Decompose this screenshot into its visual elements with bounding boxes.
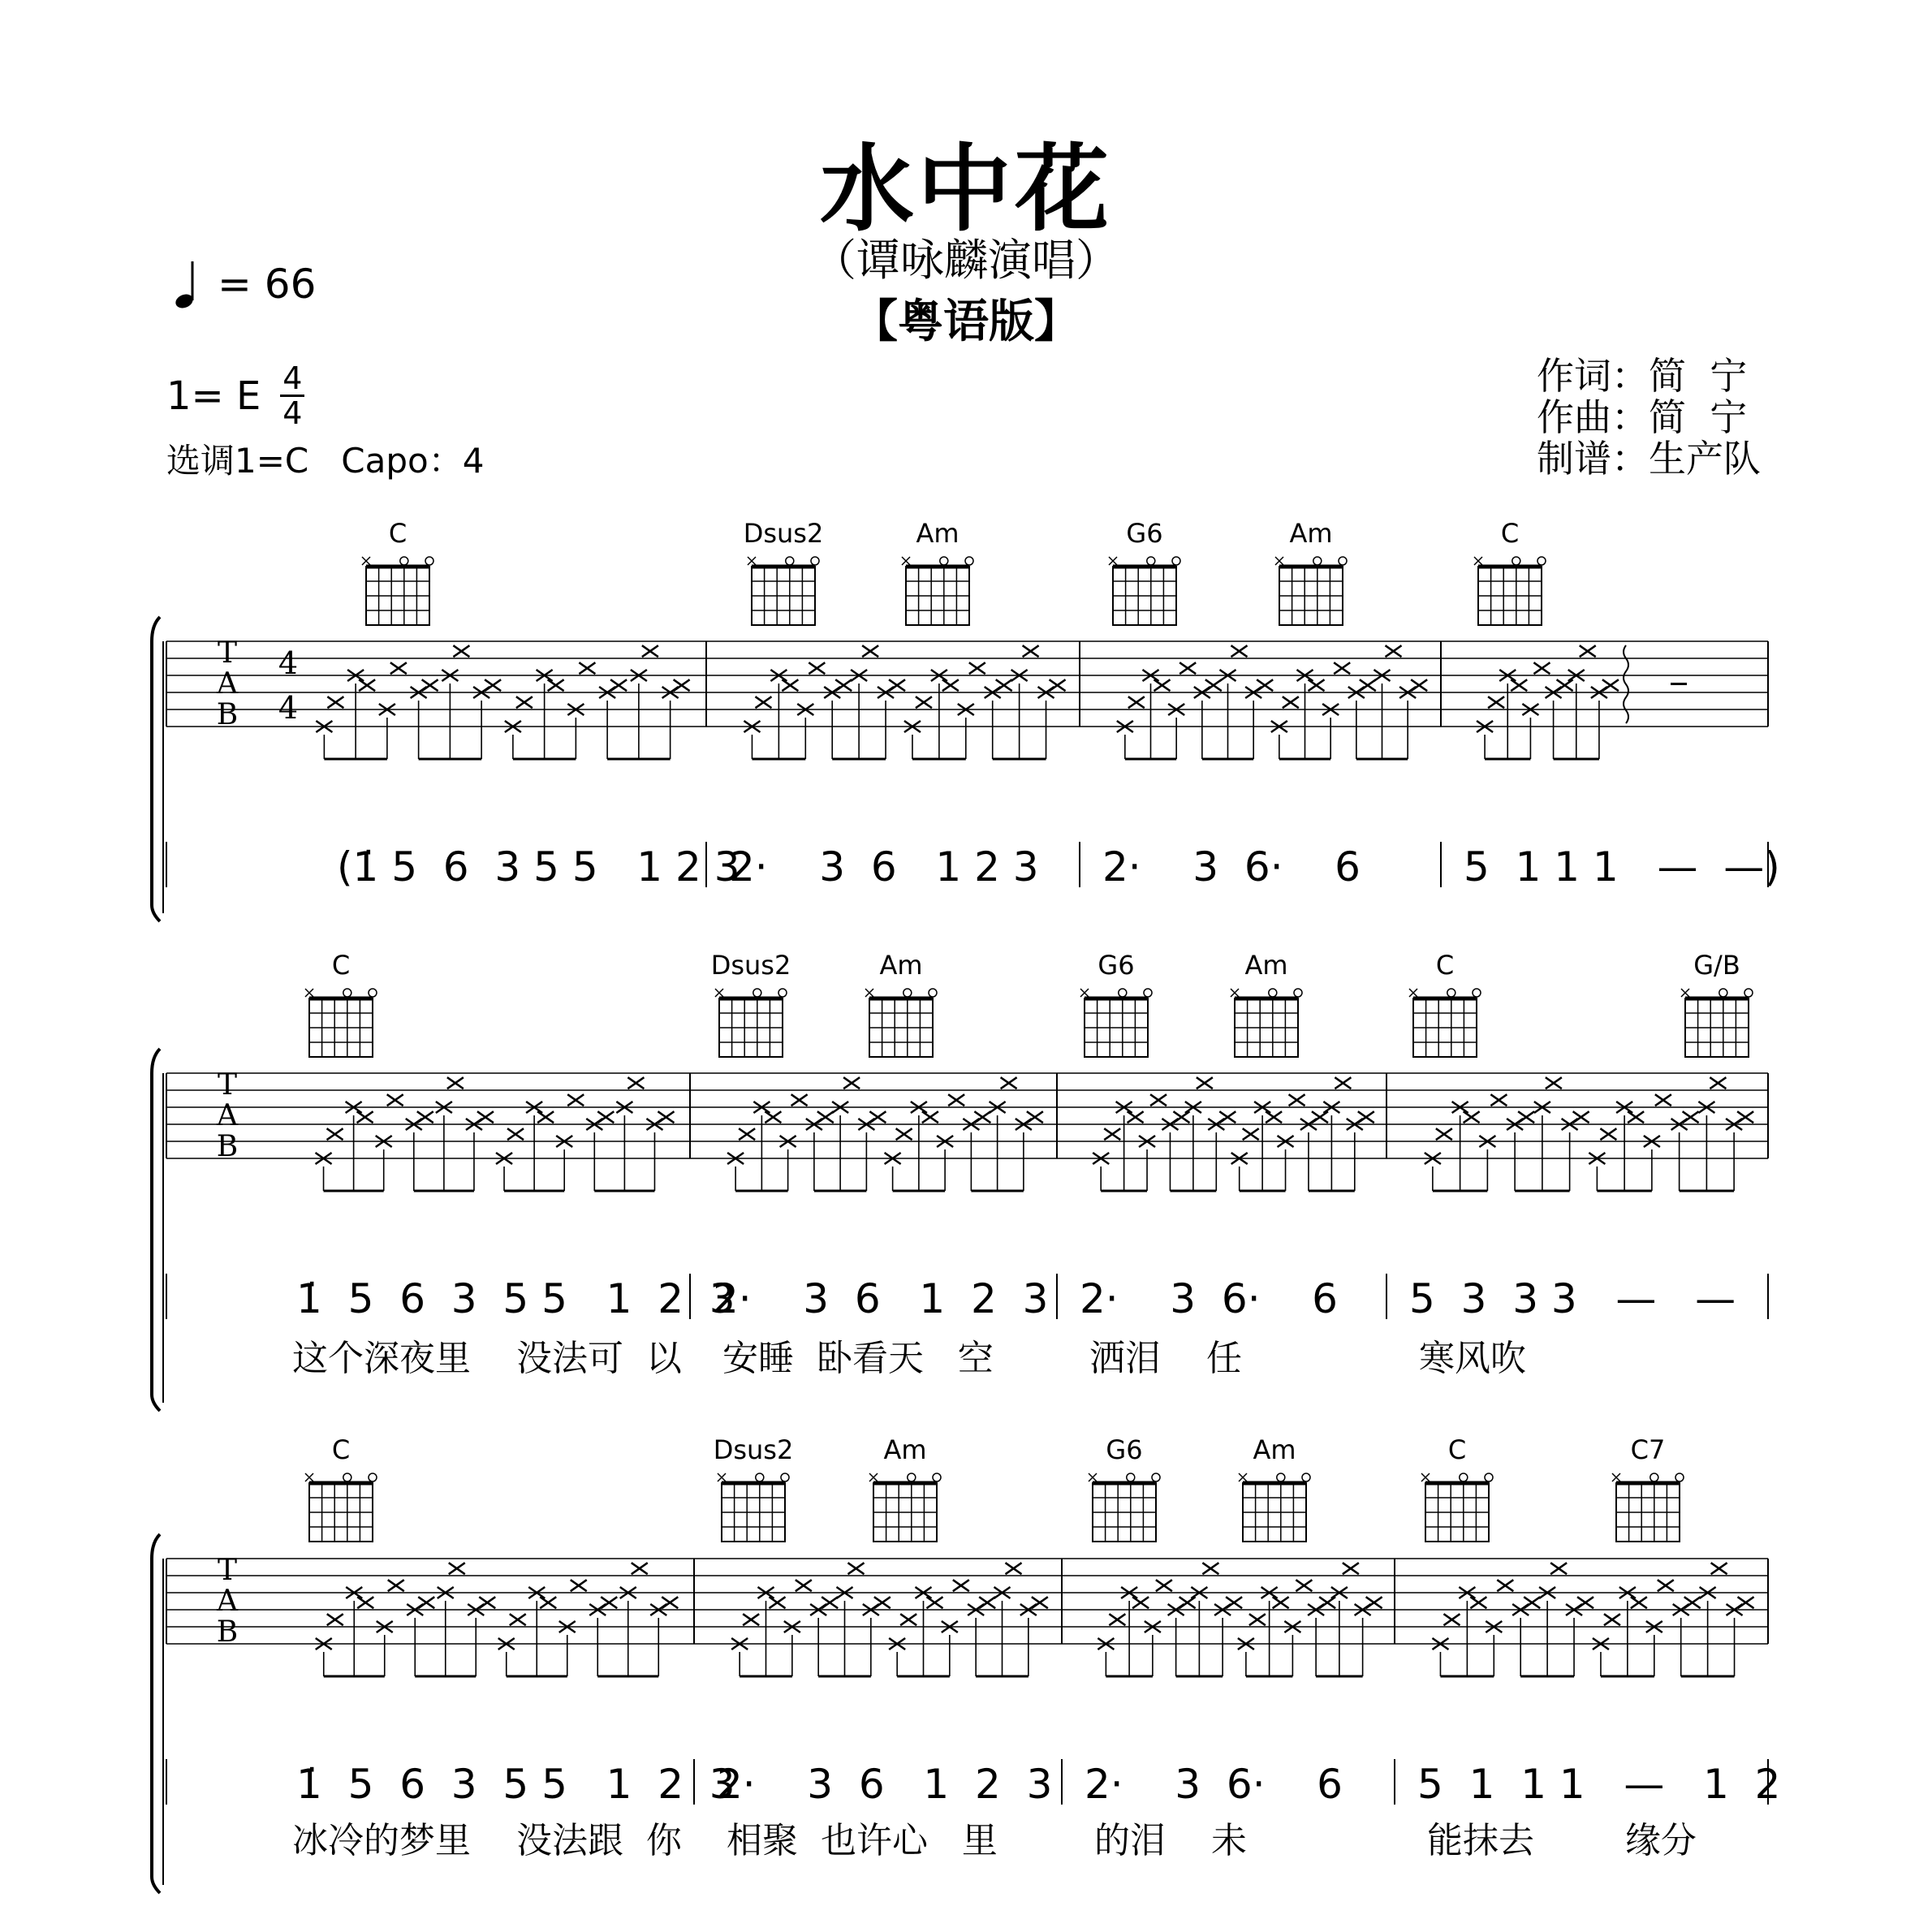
- tab-strum-mark: [1156, 1580, 1172, 1591]
- tab-strum-mark: [1289, 1094, 1305, 1106]
- arpeggio-icon: [1624, 645, 1628, 723]
- chord-name: G6: [1098, 950, 1135, 981]
- tab-strum-mark: [1154, 679, 1171, 691]
- tab-strum-mark: [848, 1563, 865, 1574]
- tab-strum-mark: [817, 1111, 834, 1123]
- tab-strum-mark: [662, 1597, 678, 1608]
- chord-name: C: [1447, 1434, 1467, 1465]
- tab-strum-mark: [1443, 1614, 1460, 1625]
- tab-strum-mark: [479, 1597, 495, 1608]
- open-string-mark: [1277, 1473, 1285, 1481]
- muted-string-mark: [1275, 557, 1283, 565]
- lyrics-line: 相聚 也许心 里: [727, 1820, 998, 1861]
- open-string-mark: [1650, 1473, 1658, 1481]
- tab-strum-mark: [327, 1614, 343, 1625]
- open-string-mark: [425, 557, 433, 565]
- chord-diagram: [1421, 1434, 1493, 1542]
- muted-string-mark: [1409, 989, 1417, 997]
- key-label: 1= E: [166, 373, 261, 419]
- tab-strum-mark: [1226, 1597, 1242, 1608]
- tab-strum-mark: [1312, 1111, 1328, 1123]
- chord-diagram: [362, 518, 433, 625]
- tab-strum-mark: [1243, 1128, 1259, 1140]
- open-string-mark: [811, 557, 819, 565]
- chord-diagram: [711, 950, 791, 1057]
- tab-strum-mark: [942, 679, 959, 691]
- chord-name: Dsus2: [743, 518, 824, 549]
- chord-name: C: [331, 950, 351, 981]
- open-string-mark: [753, 989, 761, 997]
- tab-strum-mark: [597, 1111, 614, 1123]
- tab-strum-mark: [1249, 1614, 1266, 1625]
- muted-string-mark: [748, 557, 756, 565]
- open-string-mark: [929, 989, 937, 997]
- lyricist-credit: 作词：简 宁: [1537, 354, 1748, 398]
- chord-name: C7: [1630, 1434, 1666, 1465]
- tab-strum-mark: [1001, 1077, 1017, 1089]
- tab-strum-mark: [1109, 1614, 1125, 1625]
- jianpu-measure: 2· 3 6 1 2 3: [713, 1275, 1049, 1322]
- tab-strum-mark: [1683, 1111, 1699, 1123]
- open-string-mark: [1447, 989, 1455, 997]
- tab-strum-mark: [1604, 1614, 1620, 1625]
- transcriber-credit: 制谱：生产队: [1537, 437, 1761, 481]
- tab-clef-letter: T: [217, 1554, 238, 1587]
- chord-diagram: [1231, 950, 1302, 1057]
- jianpu-measure: 5 1 1 1 — —): [1464, 843, 1780, 891]
- tab-strum-mark: [1655, 1094, 1671, 1106]
- tempo-value: = 66: [218, 261, 317, 308]
- chord-diagram: [1409, 950, 1481, 1057]
- tab-strum-mark: [900, 1614, 916, 1625]
- tab-strum-mark: [1128, 696, 1145, 708]
- chord-name: Am: [879, 950, 923, 981]
- tab-strum-mark: [1366, 1597, 1382, 1608]
- tab-strum-mark: [418, 1597, 434, 1608]
- jianpu-measure: 5 1 1 1 — 1 2: [1417, 1761, 1781, 1808]
- chord-diagram: [865, 950, 937, 1057]
- tab-strum-mark: [1335, 1077, 1351, 1089]
- tab-clef-letter: A: [217, 1099, 238, 1132]
- system-bracket: [152, 617, 160, 921]
- jianpu-measure: 2· 3 6· 6: [1102, 843, 1361, 891]
- chord-name: Dsus2: [710, 950, 791, 981]
- tab-strum-mark: [674, 679, 690, 691]
- tab-strum-mark: [1628, 1111, 1644, 1123]
- tab-strum-mark: [1023, 645, 1039, 657]
- score-system: [152, 1434, 1781, 1893]
- open-string-mark: [343, 1473, 351, 1481]
- open-string-mark: [781, 1473, 789, 1481]
- lyrics-line: 安睡 卧看天 空: [722, 1338, 994, 1379]
- open-string-mark: [1473, 989, 1481, 997]
- muted-string-mark: [715, 989, 723, 997]
- tab-strum-mark: [1711, 1563, 1727, 1574]
- open-string-mark: [1127, 1473, 1135, 1481]
- tab-strum-mark: [1179, 662, 1196, 674]
- open-string-mark: [1485, 1473, 1493, 1481]
- chord-diagram: [869, 1434, 941, 1542]
- open-string-mark: [778, 989, 787, 997]
- tab-strum-mark: [537, 1111, 554, 1123]
- tab-strum-mark: [874, 1597, 891, 1608]
- open-string-mark: [940, 557, 948, 565]
- chord-name: C: [331, 1434, 351, 1465]
- muted-string-mark: [1239, 1473, 1247, 1481]
- chord-name: C: [1500, 518, 1520, 549]
- tab-strum-mark: [1546, 1077, 1562, 1089]
- muted-string-mark: [718, 1473, 726, 1481]
- tab-strum-mark: [1319, 1597, 1335, 1608]
- tab-strum-mark: [1150, 1094, 1167, 1106]
- tab-strum-mark: [743, 1614, 759, 1625]
- lyrics-line: 寒风吹: [1419, 1338, 1526, 1379]
- tab-strum-mark: [1104, 1128, 1120, 1140]
- score-system: [152, 518, 1780, 921]
- tab-strum-mark: [1577, 1597, 1593, 1608]
- muted-string-mark: [1421, 1473, 1430, 1481]
- tab-strum-mark: [739, 1128, 755, 1140]
- tab-strum-mark: [610, 679, 627, 691]
- chord-diagram: [1080, 950, 1152, 1057]
- open-string-mark: [1119, 989, 1127, 997]
- tab-strum-mark: [1684, 1597, 1701, 1608]
- lyrics-line: 这个深夜里 没法可 以: [292, 1338, 682, 1379]
- jianpu-measure: 1̇ 5 6 3 5 5 1 2 3: [296, 1275, 735, 1322]
- open-string-mark: [1294, 989, 1302, 997]
- tab-strum-mark: [1006, 1563, 1022, 1574]
- open-string-mark: [965, 557, 973, 565]
- open-string-mark: [400, 557, 408, 565]
- open-string-mark: [903, 989, 912, 997]
- jianpu-measure: 2· 3 6 1 2 3: [729, 843, 1039, 891]
- tab-strum-mark: [390, 662, 407, 674]
- open-string-mark: [343, 989, 351, 997]
- open-string-mark: [1512, 557, 1520, 565]
- muted-string-mark: [1231, 989, 1239, 997]
- chord-diagram: [1239, 1434, 1310, 1542]
- chord-diagram: [1474, 518, 1546, 625]
- tab-strum-mark: [567, 1094, 584, 1106]
- muted-string-mark: [1612, 1473, 1620, 1481]
- lyrics-line: 的泪 未: [1094, 1820, 1247, 1861]
- tab-strum-mark: [1658, 1580, 1674, 1591]
- tab-strum-mark: [896, 1128, 912, 1140]
- tab-strum-mark: [642, 645, 658, 657]
- tab-strum-mark: [1518, 1111, 1534, 1123]
- tab-clef-letter: B: [216, 1130, 239, 1163]
- tab-strum-mark: [627, 1077, 644, 1089]
- tab-strum-mark: [1631, 1597, 1647, 1608]
- tab-strum-mark: [1273, 1597, 1289, 1608]
- tab-clef-letter: A: [217, 667, 238, 701]
- muted-string-mark: [869, 1473, 878, 1481]
- tab-strum-mark: [1266, 1111, 1282, 1123]
- open-string-mark: [908, 1473, 916, 1481]
- tab-strum-mark: [510, 1614, 526, 1625]
- tab-strum-mark: [1488, 696, 1504, 708]
- tab-strum-mark: [387, 1094, 403, 1106]
- muted-string-mark: [362, 557, 370, 565]
- tab-strum-mark: [359, 679, 375, 691]
- chord-diagram: [714, 1434, 794, 1542]
- tab-strum-mark: [1580, 645, 1596, 657]
- tab-strum-mark: [1550, 1563, 1567, 1574]
- tab-strum-mark: [843, 1077, 860, 1089]
- tab-strum-mark: [357, 1111, 373, 1123]
- tab-strum-mark: [916, 696, 932, 708]
- capo-info: 选调1=C Capo：4: [166, 441, 485, 481]
- tab-strum-mark: [327, 1128, 343, 1140]
- tab-time-signature: 4: [278, 645, 299, 681]
- tab-strum-mark: [782, 679, 798, 691]
- tab-strum-mark: [862, 645, 878, 657]
- open-string-mark: [1302, 1473, 1310, 1481]
- tab-strum-mark: [1296, 1580, 1312, 1591]
- tab-strum-mark: [1738, 1597, 1754, 1608]
- tab-strum-mark: [357, 1597, 373, 1608]
- tab-strum-mark: [927, 1597, 943, 1608]
- tab-strum-mark: [516, 696, 533, 708]
- tab-strum-mark: [1358, 1111, 1374, 1123]
- chord-diagram: [1089, 1434, 1160, 1542]
- tab-strum-mark: [1490, 1094, 1507, 1106]
- tab-clef-letter: A: [217, 1585, 238, 1618]
- tab-strum-mark: [1386, 645, 1402, 657]
- open-string-mark: [756, 1473, 764, 1481]
- tab-strum-mark: [1128, 1111, 1144, 1123]
- lyrics-line: 冰冷的梦里 没法跟 你: [292, 1820, 682, 1861]
- tab-strum-mark: [770, 1597, 786, 1608]
- song-version: 【粤语版】: [852, 295, 1080, 348]
- tab-strum-mark: [485, 679, 501, 691]
- tab-strum-mark: [1557, 679, 1573, 691]
- song-title: 水中花: [820, 135, 1112, 244]
- tab-strum-mark: [969, 662, 985, 674]
- system-bracket: [152, 1049, 160, 1411]
- tab-clef-letter: T: [217, 636, 238, 670]
- muted-string-mark: [1474, 557, 1482, 565]
- tab-strum-mark: [1470, 1597, 1486, 1608]
- tab-strum-mark: [974, 1111, 990, 1123]
- jianpu-measure: 5 3 3 3 — —: [1409, 1275, 1736, 1322]
- tab-strum-mark: [1573, 1111, 1589, 1123]
- chord-name: Dsus2: [713, 1434, 794, 1465]
- tab-strum-mark: [1205, 679, 1222, 691]
- tab-strum-mark: [1283, 696, 1299, 708]
- tab-strum-mark: [948, 1094, 964, 1106]
- muted-string-mark: [1080, 989, 1089, 997]
- chord-name: C: [388, 518, 408, 549]
- tab-strum-mark: [422, 679, 438, 691]
- tab-strum-mark: [922, 1111, 938, 1123]
- muted-string-mark: [1089, 1473, 1097, 1481]
- chord-name: C: [1435, 950, 1455, 981]
- tab-strum-mark: [1179, 1597, 1196, 1608]
- open-string-mark: [1675, 1473, 1684, 1481]
- open-string-mark: [1152, 1473, 1160, 1481]
- tab-strum-mark: [1497, 1580, 1513, 1591]
- open-string-mark: [1719, 989, 1727, 997]
- tab-strum-mark: [1309, 679, 1325, 691]
- jianpu-measure: (1̇ 5 6 3 5 5 1 2 3: [337, 843, 740, 891]
- chord-diagram: [1612, 1434, 1684, 1542]
- tab-strum-mark: [658, 1111, 674, 1123]
- tab-strum-mark: [1132, 1597, 1149, 1608]
- tab-strum-mark: [540, 1597, 556, 1608]
- jianpu-measure: 2· 3 6 1 2 3: [717, 1761, 1053, 1808]
- open-string-mark: [1144, 989, 1152, 997]
- muted-string-mark: [865, 989, 873, 997]
- tab-strum-mark: [1600, 1128, 1616, 1140]
- open-string-mark: [1269, 989, 1277, 997]
- jianpu-measure: 2· 3 6· 6: [1085, 1761, 1343, 1808]
- chord-name: Am: [883, 1434, 927, 1465]
- open-string-mark: [1460, 1473, 1468, 1481]
- muted-string-mark: [305, 1473, 313, 1481]
- tab-strum-mark: [449, 1563, 465, 1574]
- muted-string-mark: [902, 557, 910, 565]
- chord-diagram: [305, 950, 377, 1057]
- tab-strum-mark: [388, 1580, 404, 1591]
- muted-string-mark: [1681, 989, 1689, 997]
- tab-clef-letter: T: [217, 1068, 238, 1102]
- chord-diagram: [305, 1434, 377, 1542]
- tab-strum-mark: [1343, 1563, 1359, 1574]
- tab-clef-letter: B: [216, 1615, 239, 1649]
- chord-diagram: [1681, 950, 1753, 1057]
- tab-strum-mark: [327, 696, 343, 708]
- jianpu-measure: 2· 3 6· 6: [1080, 1275, 1338, 1322]
- open-string-mark: [1313, 557, 1322, 565]
- tab-strum-mark: [1710, 1077, 1726, 1089]
- tab-strum-mark: [1027, 1111, 1043, 1123]
- chord-name: G/B: [1693, 950, 1740, 981]
- open-string-mark: [369, 989, 377, 997]
- open-string-mark: [933, 1473, 941, 1481]
- tab-strum-mark: [1737, 1111, 1753, 1123]
- composer-credit: 作曲：简 宁: [1537, 395, 1748, 439]
- tab-strum-mark: [1436, 1128, 1452, 1140]
- tab-strum-mark: [548, 679, 564, 691]
- chord-name: G6: [1106, 1434, 1143, 1465]
- chord-diagram: [744, 518, 824, 625]
- tab-strum-mark: [809, 662, 825, 674]
- tab-strum-mark: [1032, 1597, 1048, 1608]
- tab-strum-mark: [1360, 679, 1376, 691]
- open-string-mark: [1744, 989, 1753, 997]
- tab-strum-mark: [1524, 1597, 1540, 1608]
- tab-strum-mark: [996, 679, 1012, 691]
- tab-strum-mark: [822, 1597, 838, 1608]
- muted-string-mark: [1109, 557, 1117, 565]
- tab-strum-mark: [507, 1128, 524, 1140]
- tab-strum-mark: [601, 1597, 617, 1608]
- system-bracket: [152, 1534, 160, 1893]
- tab-strum-mark: [791, 1094, 808, 1106]
- tab-strum-mark: [1533, 662, 1550, 674]
- chord-name: Am: [1244, 950, 1288, 981]
- tab-strum-mark: [953, 1580, 969, 1591]
- tab-strum-mark: [1334, 662, 1350, 674]
- chord-name: G6: [1126, 518, 1163, 549]
- open-string-mark: [1147, 557, 1155, 565]
- open-string-mark: [1172, 557, 1180, 565]
- tab-strum-mark: [1257, 679, 1273, 691]
- tab-strum-mark: [1231, 645, 1248, 657]
- tab-strum-mark: [1050, 679, 1066, 691]
- tab-strum-mark: [869, 1111, 886, 1123]
- tab-strum-mark: [796, 1580, 812, 1591]
- time-signature-top: 4: [282, 360, 303, 396]
- tab-strum-mark: [1197, 1077, 1213, 1089]
- chord-name: Am: [1289, 518, 1333, 549]
- chord-diagram: [902, 518, 973, 625]
- muted-string-mark: [305, 989, 313, 997]
- tab-clef-letter: B: [216, 698, 239, 731]
- tab-strum-mark: [447, 1077, 464, 1089]
- tab-strum-mark: [1173, 1111, 1189, 1123]
- chord-diagram: [1275, 518, 1347, 625]
- tab-strum-mark: [571, 1580, 587, 1591]
- chord-name: Am: [916, 518, 960, 549]
- open-string-mark: [786, 557, 794, 565]
- score-system: [152, 950, 1768, 1411]
- open-string-mark: [1339, 557, 1347, 565]
- jianpu-measure: 1̇ 5 6 3 5 5 1 2 3: [296, 1761, 735, 1808]
- tab-strum-mark: [579, 662, 595, 674]
- tab-strum-mark: [755, 696, 771, 708]
- chord-name: Am: [1253, 1434, 1296, 1465]
- open-string-mark: [1537, 557, 1546, 565]
- tab-strum-mark: [1464, 1111, 1480, 1123]
- song-subtitle: （谭咏麟演唱）: [813, 235, 1119, 286]
- tab-strum-mark: [835, 679, 852, 691]
- chord-diagram: [1109, 518, 1180, 625]
- tab-strum-mark: [632, 1563, 648, 1574]
- tab-strum-mark: [1219, 1111, 1236, 1123]
- lyrics-line: 能抹去 缘分: [1427, 1820, 1697, 1861]
- tab-time-signature: 4: [278, 690, 299, 726]
- tab-strum-mark: [765, 1111, 781, 1123]
- time-signature-bottom: 4: [282, 395, 303, 431]
- tab-strum-mark: [477, 1111, 494, 1123]
- tab-strum-mark: [889, 679, 905, 691]
- tab-strum-mark: [1511, 679, 1527, 691]
- lyrics-line: 洒泪 任: [1089, 1338, 1242, 1379]
- tab-strum-mark: [979, 1597, 995, 1608]
- tab-strum-mark: [1411, 679, 1427, 691]
- open-string-mark: [369, 1473, 377, 1481]
- tab-strum-mark: [453, 645, 469, 657]
- tab-strum-mark: [417, 1111, 433, 1123]
- tab-strum-mark: [1602, 679, 1619, 691]
- tab-strum-mark: [1202, 1563, 1218, 1574]
